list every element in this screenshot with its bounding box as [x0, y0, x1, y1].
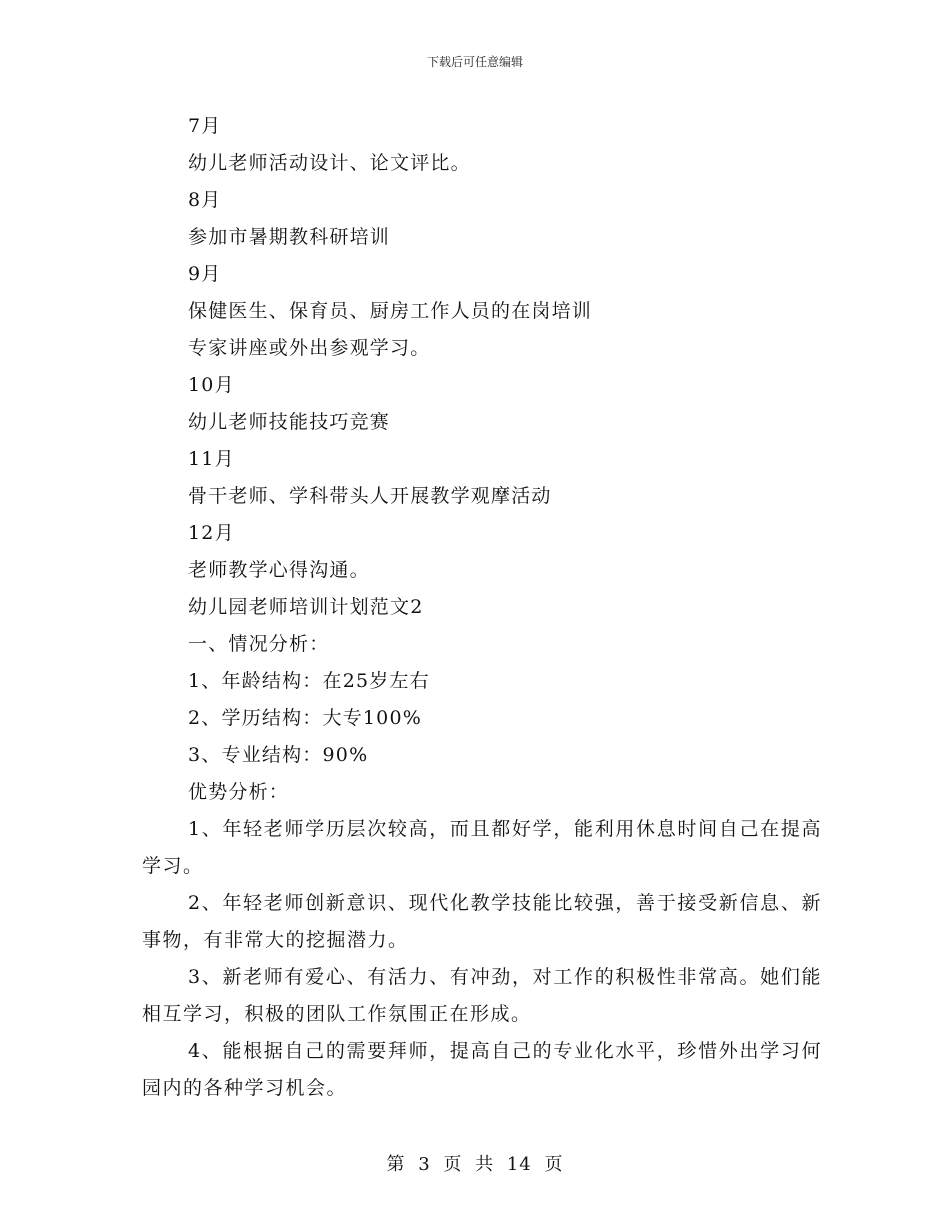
analysis-item: 1、年龄结构：在25岁左右 — [188, 670, 430, 692]
plan-item: 老师教学心得沟通。 — [188, 559, 370, 581]
section-title: 幼儿园老师培训计划范文2 — [188, 596, 424, 618]
section-heading: 优势分析： — [188, 781, 290, 803]
body-paragraph: 2、年轻老师创新意识、现代化教学技能比较强，善于接受新信息、新事物，有非常大的挖掘潜力。 — [142, 892, 822, 951]
page-number: 第 3 页 共 14 页 — [386, 1154, 564, 1175]
document-body — [142, 108, 822, 1107]
plan-item: 幼儿老师活动设计、论文评比。 — [188, 152, 471, 174]
month-heading: 8月 — [188, 189, 222, 211]
analysis-item: 2、学历结构：大专100% — [188, 707, 423, 729]
section-heading: 一、情况分析： — [188, 633, 330, 655]
plan-item: 保健医生、保育员、厨房工作人员的在岗培训 — [188, 300, 593, 322]
body-paragraph: 3、新老师有爱心、有活力、有冲劲，对工作的积极性非常高。她们能相互学习，积极的团队工作氛围正在形成。 — [142, 966, 822, 1025]
plan-item: 幼儿老师技能技巧竞赛 — [188, 411, 391, 433]
plan-item: 专家讲座或外出参观学习。 — [188, 337, 431, 359]
analysis-item: 3、专业结构：90% — [188, 744, 369, 766]
body-paragraph: 1、年轻老师学历层次较高，而且都好学，能利用休息时间自己在提高学习。 — [142, 818, 822, 877]
month-heading: 10月 — [188, 374, 235, 396]
body-paragraph: 4、能根据自己的需要拜师，提高自己的专业化水平，珍惜外出学习何园内的各种学习机会。 — [142, 1040, 822, 1099]
month-heading: 9月 — [188, 263, 222, 285]
plan-item: 参加市暑期教科研培训 — [188, 226, 391, 248]
month-heading: 12月 — [188, 522, 235, 544]
plan-item: 骨干老师、学科带头人开展教学观摩活动 — [188, 485, 552, 507]
month-heading: 11月 — [188, 448, 235, 470]
month-heading: 7月 — [188, 115, 222, 137]
page-header: 下载后可任意编辑 — [426, 55, 523, 69]
